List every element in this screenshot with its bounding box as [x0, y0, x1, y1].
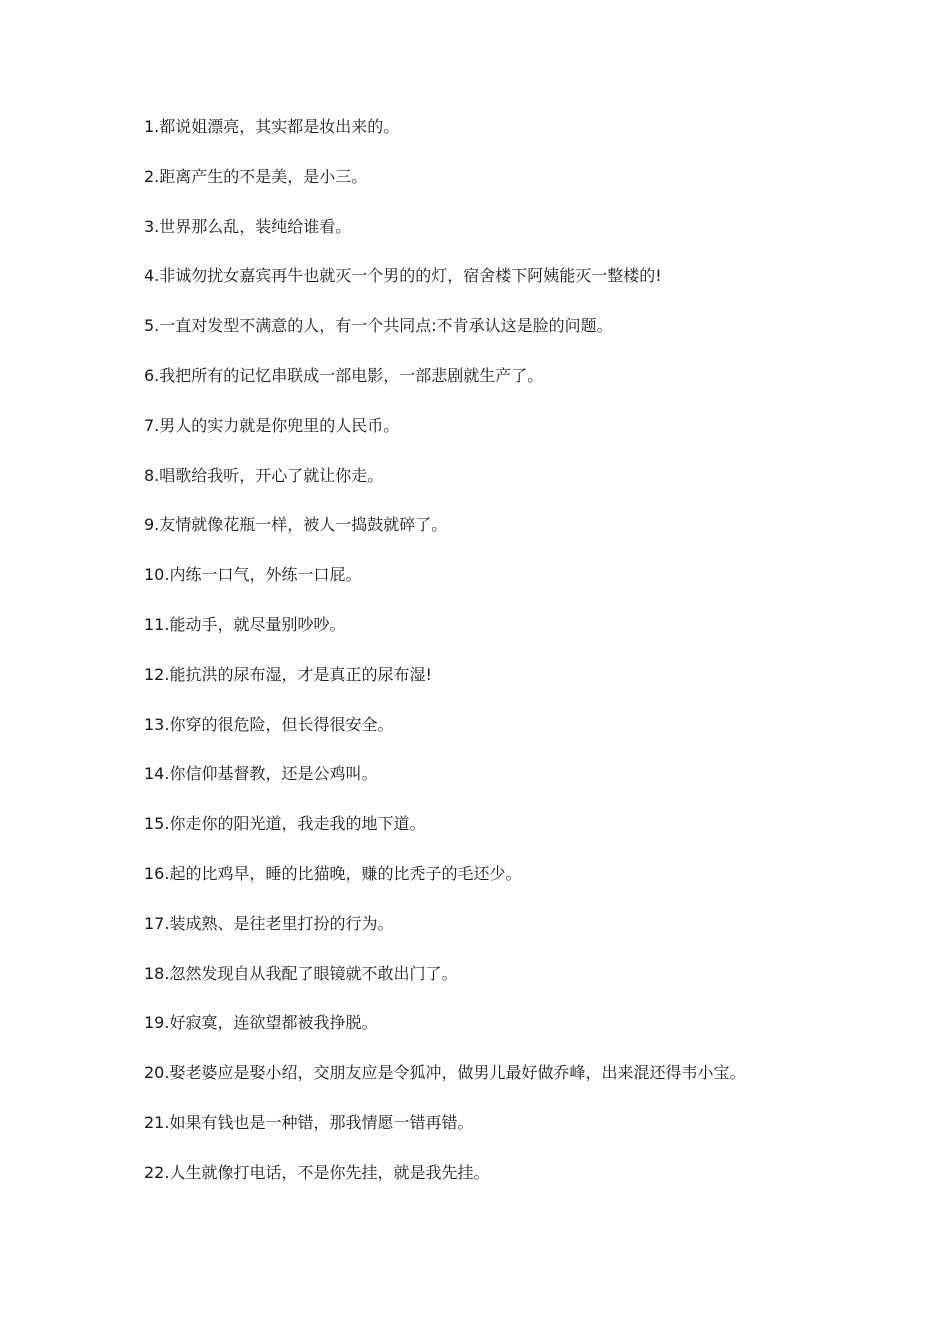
text-line-4: 4.非诚勿扰女嘉宾再牛也就灭一个男的的灯，宿舍楼下阿姨能灭一整楼的!	[144, 266, 662, 286]
text-line-21: 21.如果有钱也是一种错，那我情愿一错再错。	[144, 1112, 474, 1132]
text-line-18: 18.忽然发现自从我配了眼镜就不敢出门了。	[144, 963, 458, 983]
text-line-16: 16.起的比鸡早，睡的比猫晚，赚的比秃子的毛还少。	[144, 863, 522, 883]
document-body	[144, 114, 864, 1210]
text-line-3: 3.世界那么乱，装纯给谁看。	[144, 216, 352, 236]
text-line-11: 11.能动手，就尽量别吵吵。	[144, 614, 346, 634]
text-line-20: 20.娶老婆应是娶小绍，交朋友应是令狐冲，做男儿最好做乔峰，出来混还得韦小宝。	[144, 1063, 746, 1083]
text-line-17: 17.装成熟、是往老里打扮的行为。	[144, 913, 394, 933]
text-line-22: 22.人生就像打电话，不是你先挂，就是我先挂。	[144, 1162, 490, 1182]
text-line-5: 5.一直对发型不满意的人，有一个共同点:不肯承认这是脸的问题。	[144, 316, 613, 336]
text-line-9: 9.友情就像花瓶一样，被人一捣鼓就碎了。	[144, 515, 448, 535]
text-line-7: 7.男人的实力就是你兜里的人民币。	[144, 415, 400, 435]
text-line-10: 10.内练一口气，外练一口屁。	[144, 565, 362, 585]
text-line-2: 2.距离产生的不是美，是小三。	[144, 166, 368, 186]
text-line-8: 8.唱歌给我听，开心了就让你走。	[144, 465, 384, 485]
text-line-6: 6.我把所有的记忆串联成一部电影，一部悲剧就生产了。	[144, 365, 544, 385]
text-line-19: 19.好寂寞，连欲望都被我挣脱。	[144, 1013, 378, 1033]
text-line-1: 1.都说姐漂亮，其实都是妆出来的。	[144, 117, 400, 136]
text-line-13: 13.你穿的很危险，但长得很安全。	[144, 714, 394, 734]
text-line-15: 15.你走你的阳光道，我走我的地下道。	[144, 814, 426, 834]
text-line-14: 14.你信仰基督教，还是公鸡叫。	[144, 764, 378, 784]
text-line-12: 12.能抗洪的尿布湿，才是真正的尿布湿!	[144, 664, 432, 684]
